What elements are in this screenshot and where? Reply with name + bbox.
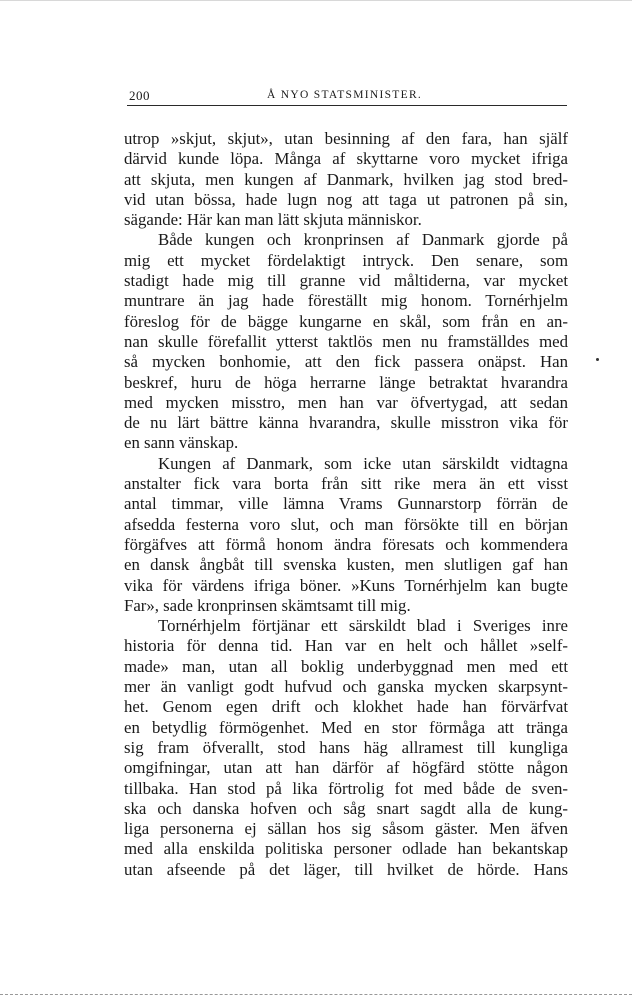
text-line: stadigt hade mig till granne vid måltiderna, var mycket <box>124 271 568 291</box>
text-line: afsedda festerna voro slut, och man försökte till en början <box>124 514 568 534</box>
text-line: sig fram öfverallt, stod hans häg allramest till kungliga <box>124 737 568 757</box>
bottom-edge-rule <box>0 994 632 995</box>
text-line: Far», sade kronprinsen skämtsamt till mig. <box>124 595 411 615</box>
text-line: beskref, huru de höga herrarne länge betraktat hvarandra <box>124 372 568 392</box>
text-line: antal timmar, ville lämna Vrams Gunnarstorp förrän de <box>124 494 568 514</box>
text-line: sägande: Här kan man lätt skjuta människor. <box>124 210 422 230</box>
text-line: liga personerna ej sällan hos sig såsom gäster. Men äfven <box>124 819 568 839</box>
text-line: historia för denna tid. Han var en helt och hållet »self- <box>124 636 568 656</box>
text-line: het. Genom egen drift och klokhet hade han förvärfvat <box>124 697 568 717</box>
text-line: en dansk ångbåt till svenska kusten, men slutligen gaf han <box>124 555 568 575</box>
text-line: ska och danska hofven och såg snart sagdt alla de kung- <box>124 798 568 818</box>
paragraph-start-line: Både kungen och kronprinsen af Danmark gjorde på <box>158 230 568 250</box>
body-text <box>124 129 568 880</box>
text-line: så mycken bonhomie, att den fick passera onäpst. Han <box>124 352 568 372</box>
text-line: nan skulle förefallit ytterst taktlös men nu framställdes med <box>124 331 568 351</box>
running-head: Å NYO STATSMINISTER. <box>267 89 423 101</box>
text-line: att skjuta, men kungen af Danmark, hvilken jag stod bred- <box>124 169 568 189</box>
paragraph-start-line: Tornérhjelm förtjänar ett särskildt blad i Sveriges inre <box>158 616 568 636</box>
text-line: en sann vänskap. <box>124 433 239 453</box>
page-number: 200 <box>129 88 150 103</box>
text-line: vika för värdens ifriga böner. »Kuns Tornérhjelm kan bugte <box>124 575 568 595</box>
page-header <box>127 88 567 106</box>
text-line: föreslog för de bägge kungarne en skål, som från en an- <box>124 311 568 331</box>
text-line: mer än vanligt godt hufvud och ganska mycken skarpsynt- <box>124 677 568 697</box>
text-line: utrop »skjut, skjut», utan besinning af den fara, han själf <box>124 129 568 148</box>
text-line: muntrare än jag hade föreställt mig honom. Tornérhjelm <box>124 291 568 311</box>
text-line: omgifningar, utan att han därför af högfärd stötte någon <box>124 758 568 778</box>
header-rule <box>127 105 567 106</box>
text-line: anstalter fick vara borta från sitt rike mera än ett visst <box>124 474 568 494</box>
text-line: tillbaka. Han stod på lika förtrolig fot med både de sven- <box>124 778 568 798</box>
top-edge-rule <box>0 0 632 1</box>
text-line: mig ett mycket fördelaktigt intryck. Den senare, som <box>124 250 568 270</box>
text-line: made» man, utan all boklig underbyggnad men med ett <box>124 656 568 676</box>
text-line: med alla enskilda politiska personer odlade han bekantskap <box>124 839 568 859</box>
text-line: utan afseende på det läger, till hvilket de hörde. Hans <box>124 859 568 879</box>
text-line: de nu lärt bättre känna hvarandra, skulle misstron vika för <box>124 413 568 433</box>
text-line: därvid kunde löpa. Många af skyttarne voro mycket ifriga <box>124 149 568 169</box>
text-line: med mycken misstro, men han var öfvertygad, att sedan <box>124 392 568 412</box>
text-line: förgäfves att förmå honom ändra föresats och kommendera <box>124 534 568 554</box>
text-line: en betydlig förmögenhet. Med en stor förmåga att tränga <box>124 717 568 737</box>
paragraph-start-line: Kungen af Danmark, som icke utan särskildt vidtagna <box>158 453 568 473</box>
text-line: vid utan bössa, hade lugn nog att taga ut patronen på sin, <box>124 189 568 209</box>
margin-mark <box>596 358 599 361</box>
